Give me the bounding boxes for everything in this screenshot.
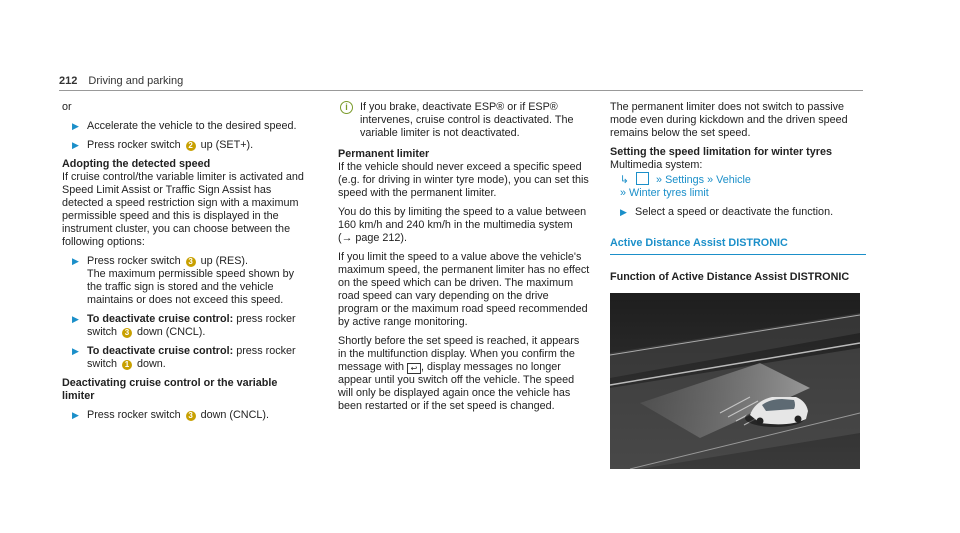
para-permanent-4: Shortly before the set speed is reached, it appears in the multifunction display. When you confirm the message with ↩ , display messages no longer appear until you switch off the vehicle. The speed will only be displayed again once the vehicle has been restarted or if the set speed is changed. (338, 335, 580, 412)
bullet-accelerate: ▶ Accelerate the vehicle to the desired speed. (72, 120, 297, 132)
bullet-set: ▶ Press rocker switch 2 up (SET+). (72, 139, 254, 151)
arrow-icon: ▶ (72, 346, 79, 356)
number-badge: 2 (186, 141, 196, 151)
arrow-icon: ▶ (72, 314, 79, 324)
info-icon: i (340, 101, 353, 114)
path-settings: Settings (665, 174, 705, 186)
path-vehicle: Vehicle (716, 174, 751, 186)
info-note: i If you brake, deactivate ESP® or if ESP® intervenes, cruise control is deactivated. The variable limiter is not deactivated. (338, 101, 590, 140)
page-header (59, 75, 183, 88)
para-adopting: If cruise control/the variable limiter is activated and Speed Limit Assist or Traffic Sign Assist has detected a speed restriction sign with a maximum permissible speed and this is displayed in the instrument cluster, you can choose between the following options: (62, 171, 304, 248)
road-car-graphic (610, 293, 860, 469)
menu-path-2 (610, 187, 866, 200)
intro-text: or (62, 101, 72, 113)
heading-adopting: Adopting the detected speed (62, 158, 211, 170)
heading-permanent-limiter: Permanent limiter (338, 148, 430, 160)
arrow-icon: ▶ (72, 256, 79, 266)
distronic-illustration (610, 293, 860, 469)
heading-winter-tyres: Setting the speed limitation for winter tyres (610, 146, 832, 158)
arrow-icon: ▶ (72, 121, 79, 131)
number-badge: 3 (186, 411, 196, 421)
chevron-icon: » (620, 187, 627, 199)
chevron-icon: » (707, 174, 714, 186)
bullet-down: ▶ To deactivate cruise control: press rocker switch 1 down. (72, 345, 296, 370)
back-icon: ↩ (407, 363, 421, 374)
multimedia-label: Multimedia system: (610, 159, 703, 171)
arrow-icon: ▶ (72, 410, 79, 420)
heading-deactivating: Deactivating cruise control or the variable limiter (62, 377, 278, 402)
subtitle-distronic: Function of Active Distance Assist DISTRONIC (610, 271, 850, 283)
chevron-icon: » (656, 174, 663, 186)
arrow-icon: ▶ (620, 207, 627, 217)
number-badge: 1 (122, 360, 132, 370)
para-kickdown: The permanent limiter does not switch to passive mode even during kickdown and the driven speed remains below the set speed. (610, 101, 848, 139)
number-badge: 3 (186, 257, 196, 267)
arrow-icon: ▶ (72, 140, 79, 150)
column-3 (610, 101, 866, 469)
bullet-select-speed: ▶ Select a speed or deactivate the function. (620, 206, 834, 218)
bullet-deactivate: ▶ Press rocker switch 3 down (CNCL). (72, 409, 269, 421)
column-2 (338, 101, 590, 419)
bullet-res: ▶ Press rocker switch 3 up (RES). The maximum permissible speed shown by the traffic sign is stored and the vehicle maintains or does not exceed this speed. (72, 255, 295, 306)
page-number: 212 (59, 75, 78, 87)
home-icon (636, 172, 649, 185)
column-1 (62, 101, 312, 428)
para-permanent-2: You do this by limiting the speed to a value between 160 km/h and 240 km/h in the multimedia system (→ page 212). (338, 206, 587, 244)
section-title-distronic: Active Distance Assist DISTRONIC (610, 237, 866, 255)
path-winter-tyres: Winter tyres limit (629, 187, 709, 199)
bullet-cncl: ▶ To deactivate cruise control: press rocker switch 3 down (CNCL). (72, 313, 296, 338)
number-badge: 3 (122, 328, 132, 338)
header-rule (59, 90, 863, 91)
para-permanent-3: If you limit the speed to a value above the vehicle's maximum speed, the permanent limiter has no effect on the speed which can be driven. The maximum road speed can vary depending on the drive program or the maximum road speed recommended by active range monitoring. (338, 251, 590, 328)
menu-path (610, 172, 866, 187)
return-arrow-icon: ↳ (620, 174, 630, 186)
page-section: Driving and parking (88, 75, 184, 87)
para-permanent-1: If the vehicle should never exceed a specific speed (e.g. for driving in winter tyre mode), you can set this speed with the permanent limiter. (338, 161, 589, 199)
